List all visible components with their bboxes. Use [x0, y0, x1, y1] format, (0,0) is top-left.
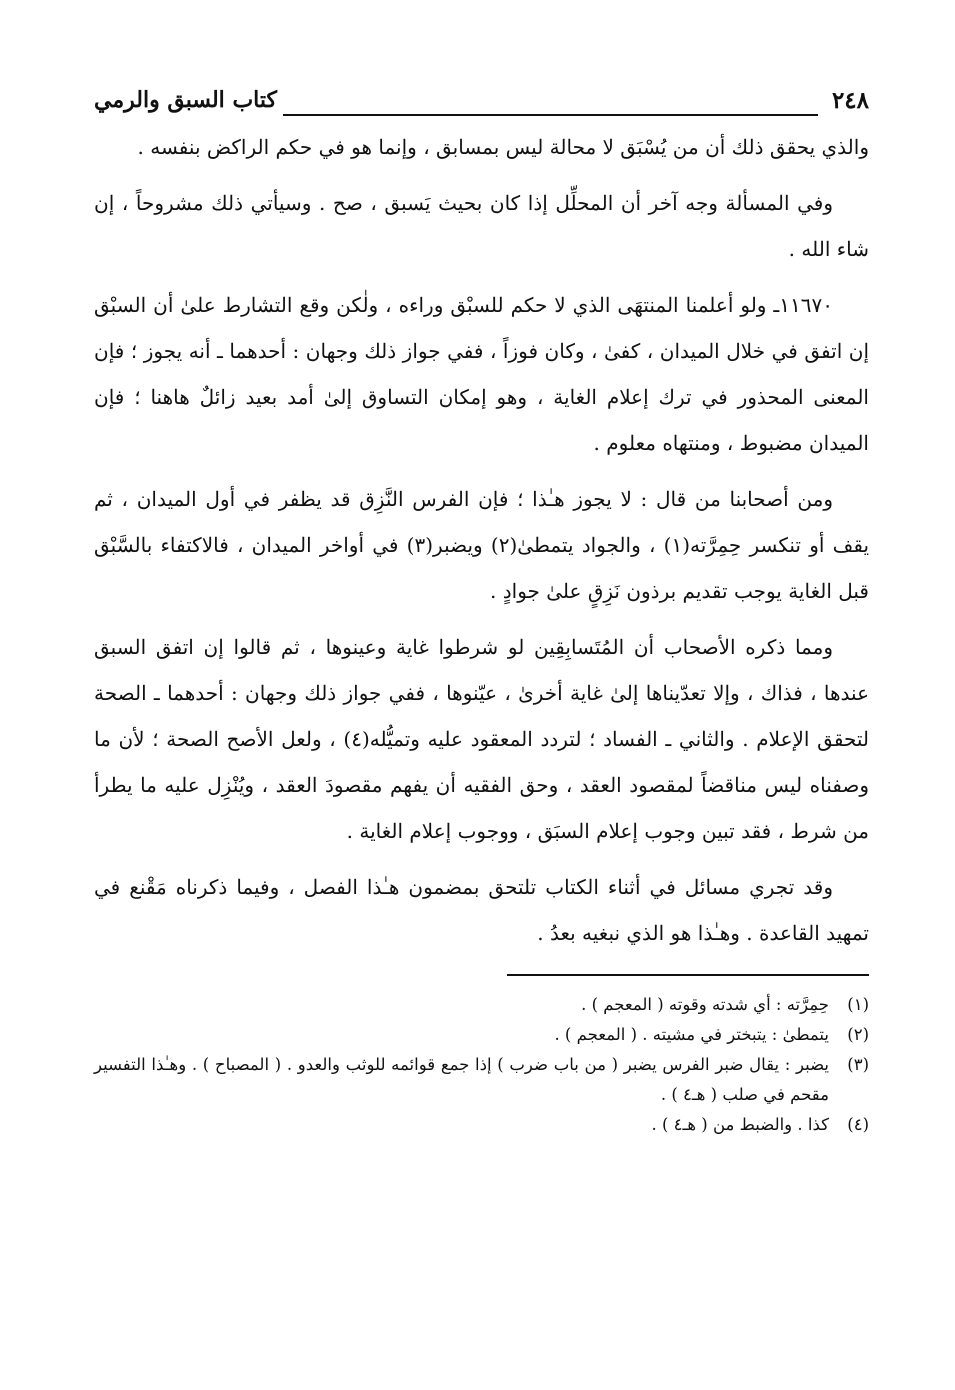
footnote [94, 990, 869, 1020]
footnote [94, 1110, 869, 1140]
footnote [94, 1020, 869, 1050]
main-text [94, 124, 869, 956]
footnote [94, 1050, 869, 1110]
paragraph: ١١٦٧٠ـ ولو أعلمنا المنتهَى الذي لا حكم للسبْق وراءه ، ولٰكن وقع التشارط علىٰ أن السبْق إن اتفق في خلال الميدان ، كفىٰ ، وكان فوزاً ، ففي جواز ذلك وجهان : أحدهما ـ أنه يجوز ؛ فإن المعنى المحذور في ترك إعلام الغاية ، وهو إمكان التساوق إلىٰ أمد بعيد زائلٌ هاهنا ؛ فإن الميدان مضبوط ، ومنتهاه معلوم . [94, 293, 869, 455]
paragraph: وفي المسألة وجه آخر أن المحلِّل إذا كان بحيث يَسبق ، صح . وسيأتي ذلك مشروحاً ، إن شاء الله . [94, 191, 869, 261]
paragraph: والذي يحقق ذلك أن من يُسْبَق لا محالة ليس بمسابق ، وإنما هو في حكم الراكض بنفسه . [137, 135, 869, 159]
footnote-number: (١) [847, 995, 869, 1014]
footnote-text: يتمطىٰ : يتبختر في مشيته . ( المعجم ) . [554, 1025, 829, 1044]
paragraph: وقد تجري مسائل في أثناء الكتاب تلتحق بمضمون هـٰذا الفصل ، وفيما ذكرناه مَقْنع في تمهيد القاعدة . وهـٰذا هو الذي نبغيه بعدُ . [94, 875, 869, 945]
footnote-number: (٣) [847, 1055, 869, 1074]
header-rule [283, 114, 818, 116]
footnote-number: (٢) [847, 1025, 869, 1044]
running-header [94, 78, 869, 122]
paragraph: ومن أصحابنا من قال : لا يجوز هـٰذا ؛ فإن الفرس النَّزِق قد يظفر في أول الميدان ، ثم يقف أو تنكسر حِمِرَّته(١) ، والجواد يتمطىٰ(٢) ويضبر(٣) في أواخر الميدان ، فالاكتفاء بالسَّبْق قبل الغاية يوجب تقديم برذون نَزِقٍ علىٰ جوادٍ . [94, 487, 870, 603]
page-number: ٢٤٨ [831, 86, 869, 114]
footnote-text: يضبر : يقال ضبر الفرس يضبر ( من باب ضرب ) إذا جمع قوائمه للوثب والعدو . ( المصباح ) . وهـٰذا التفسير مقحم في صلب ( هـ٤ ) . [94, 1055, 829, 1104]
footnotes [94, 990, 869, 1140]
footnote-text: حِمِرَّته : أي شدته وقوته ( المعجم ) . [581, 995, 829, 1014]
footnote-separator [507, 974, 869, 976]
footnote-text: كذا . والضبط من ( هـ٤ ) . [651, 1115, 829, 1134]
book-title: كتاب السبق والرمي [94, 87, 277, 113]
footnote-number: (٤) [847, 1115, 869, 1134]
paragraph: ومما ذكره الأصحاب أن المُتَسابِقِين لو شرطوا غاية وعينوها ، ثم قالوا إن اتفق السبق عندها ، فذاك ، وإلا تعدّيناها إلىٰ غاية أخرىٰ ، عيّنوها ، ففي جواز ذلك وجهان : أحدهما ـ الصحة لتحقق الإعلام . والثاني ـ الفساد ؛ لتردد المعقود عليه وتميُّله(٤) ، ولعل الأصح الصحة ؛ لأن ما وصفناه ليس مناقضاً لمقصود العقد ، وحق الفقيه أن يفهم مقصودَ العقد ، ويُنْزِل عليه ما يطرأ من شرط ، فقد تبين وجوب إعلام السبَق ، ووجوب إعلام الغاية . [94, 635, 869, 843]
